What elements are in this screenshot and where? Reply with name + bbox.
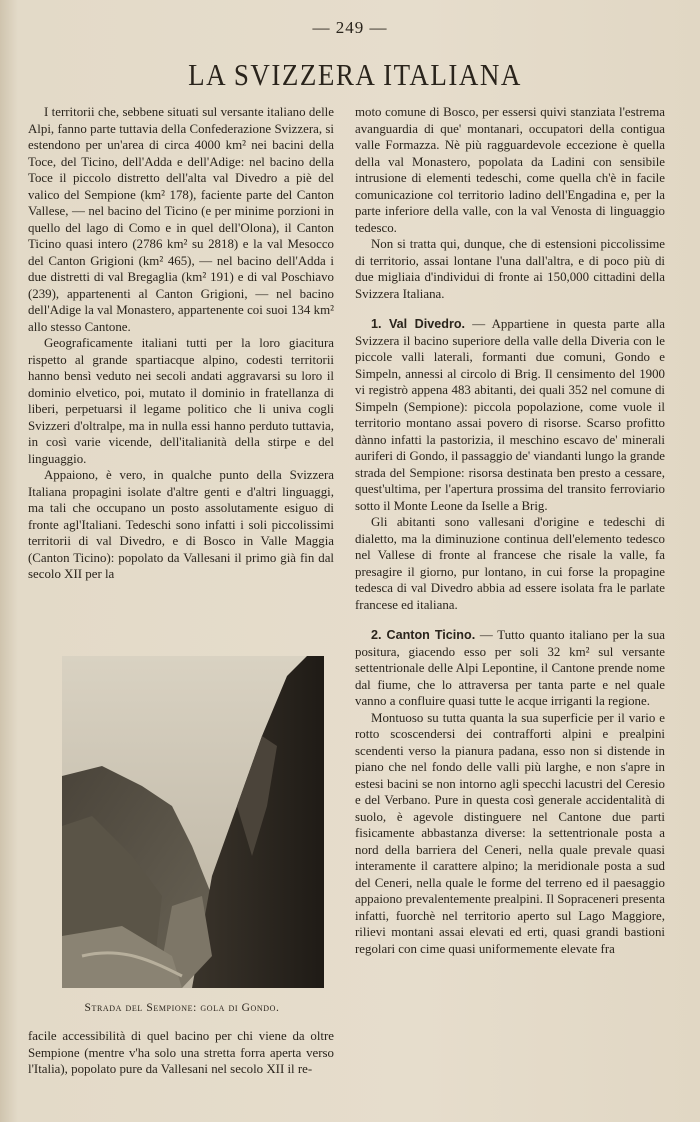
paragraph-bosco: moto comune di Bosco, per essersi quivi stanziata l'estrema avanguardia di que' montanari, occupatori della contigua valle Formazza. Nè più ragguardevole eccezione è quella della val Monastero, popolata da Ladini con sensibile intrusione di elementi tedeschi, come quella ch'è in facile comunicazione col territorio ladino dell'Engadina e, per la parte inferiore della valle, con la val Venosta di linguaggio tedesco.: [355, 105, 665, 235]
right-column: [355, 104, 665, 957]
paragraph-geography: Geograficamente italiani tutti per la loro giacitura rispetto al grande spartiacque alpino, codesti territorii hanno bensì veduto nei secoli andati aggravarsi su loro il dominio elvetico, poi, mutato il dominio in fratellanza di liberi, perpetuarsi il legame politico che li univa cogli Svizzeri d'oltralpe, ma in nulla essi hanno perduto tuttavia, in così varie vicende, dell'italianità della stirpe e del linguaggio.: [28, 336, 334, 466]
gorge-illustration: [62, 656, 324, 988]
page-title: LA SVIZZERA ITALIANA: [188, 58, 522, 92]
section-heading-val-divedro: 1. Val Divedro.: [371, 317, 466, 331]
page-number: — 249 —: [312, 18, 388, 37]
paragraph-accessibility: facile accessibilità di quel bacino per chi viene da oltre Sempione (mentre v'ha solo una stretta forra aperta verso l'Italia), popolato pure da Vallesani nel secolo XII il re-: [28, 1029, 334, 1076]
left-column: [28, 104, 334, 583]
section-text-val-divedro: — Appartiene in questa parte alla Svizzera il bacino superiore della valle della Diveria con le piccole valli laterali, formanti due comuni, Gondo e Simpeln, annessi al circolo di Brig. Il censimento del 1900 vi registrò appena 483 abitanti, dei quali 352 nel comune di Simpeln (Sempione): piccola popolazione, come vuole il territorio montano assai povero di risorse. Scarso profitto dànno infatti la pastorizia, il meschino escavo de' minerali auriferi di Gondo, il passaggio de' viandanti lungo la grande strada del Sempione: risorsa destinata ben presto a cessare, quest'ultima, per l'apertura prossima del transito ferroviario sotto il Monte Leone da Iselle a Brig.: [355, 317, 665, 513]
paragraph-exceptions: Appaiono, è vero, in qualche punto della Svizzera Italiana propagini isolate d'altre genti e d'altri linguaggi, ma tali che occupano un posto assolutamente esiguo di fronte agl'Italiani. Tedeschi sono infatti i soli piccolissimi territorii di val Divedro, e di Bosco in Valle Maggia (Canton Ticino): popolato da Vallesani il primo già fin dal secolo XII per la: [28, 468, 334, 581]
paragraph-inhabitants: Gli abitanti sono vallesani d'origine e tedeschi di dialetto, ma la diminuzione continua dell'elemento tedesco nel Vallese di fronte al francese che risale la valle, fa presagire il giorno, pur lontano, in cui forse la propagine tedesca di val Divedro abbia ad essere isolata fra le parlate francese ed italiana.: [355, 515, 665, 612]
section-heading-canton-ticino: 2. Canton Ticino.: [371, 628, 476, 642]
left-column-continuation: [28, 1028, 334, 1078]
section-canton-ticino: [355, 627, 665, 710]
paragraph-extensions: Non si tratta qui, dunque, che di estensioni piccolissime di territorio, assai lontane l'una dall'altra, e di poco più di due migliaia d'individui di fronte ai 150,000 cittadini della Svizzera Italiana.: [355, 237, 665, 301]
paragraph-intro: I territorii che, sebbene situati sul versante italiano delle Alpi, fanno parte tuttavia della Confederazione Svizzera, si estendono per un'area di circa 4000 km² nei bacini della Toce, del Ticino, dell'Adda e dell'Adige: nel bacino della Toce il piccolo distretto dell'alta val Divedro a piè del valico del Sempione (km² 178), faciente parte del Canton Vallese, — nel bacino del Ticino (e per minime porzioni in quello del lago di Como e in quel dell'Olona), il Canton Ticino quasi intero (2786 km² su 2818) e la val Mesocco del Canton Grigioni (km² 465), — nel bacino dell'Adda i due distretti di val Bregaglia (km² 191) e di val Poschiavo (239), appartenenti al Canton Grigioni, — nel bacino dell'Adige la val Monastero, appartenente coi suoi 134 km² allo stesso Cantone.: [28, 105, 334, 334]
figure-caption: Strada del Sempione: gola di Gondo.: [84, 1002, 280, 1014]
section-text-canton-ticino: — Tutto quanto italiano per la sua positura, giacendo esso per soli 32 km² sul versante settentrionale delle Alpi Lepontine, il Cantone prende nome dal fiume, che lo attraversa per tanta parte e nel quale vanno a confluire quasi tutte le acque irriganti la regione.: [355, 628, 665, 708]
section-val-divedro: [355, 316, 665, 514]
paragraph-terrain: Montuoso su tutta quanta la sua superficie per il vario e rotto scoscendersi dei contrafforti alpini e prealpini scendenti verso la pianura padana, esso non si distende in piano che nel fondo delle valli più larghe, e non s'apre in estesi bacini se non intorno agli specchi lacustri del Ceresio e del Verbano. Pure in questa così generale accidentalità di suolo, è agevole distinguere nel Cantone due parti fisicamente abbastanza diverse: la settentrionale posta a nord della barriera del Ceneri, nella quale prevale quasi interamente il carattere alpino; la meridionale posta a sud del Ceneri, nella quale le forme del terreno ed il paesaggio appaiono prevalentemente prealpini. Il Sopraceneri presenta infatti, fuorchè nel territorio aperto sul Lago Maggiore, rilievi montani assai elevati ed erti, quasi grandi bastioni regolari con cime quasi uniformemente elevate fra: [355, 710, 665, 956]
photo-gondo-gorge: [62, 656, 324, 988]
